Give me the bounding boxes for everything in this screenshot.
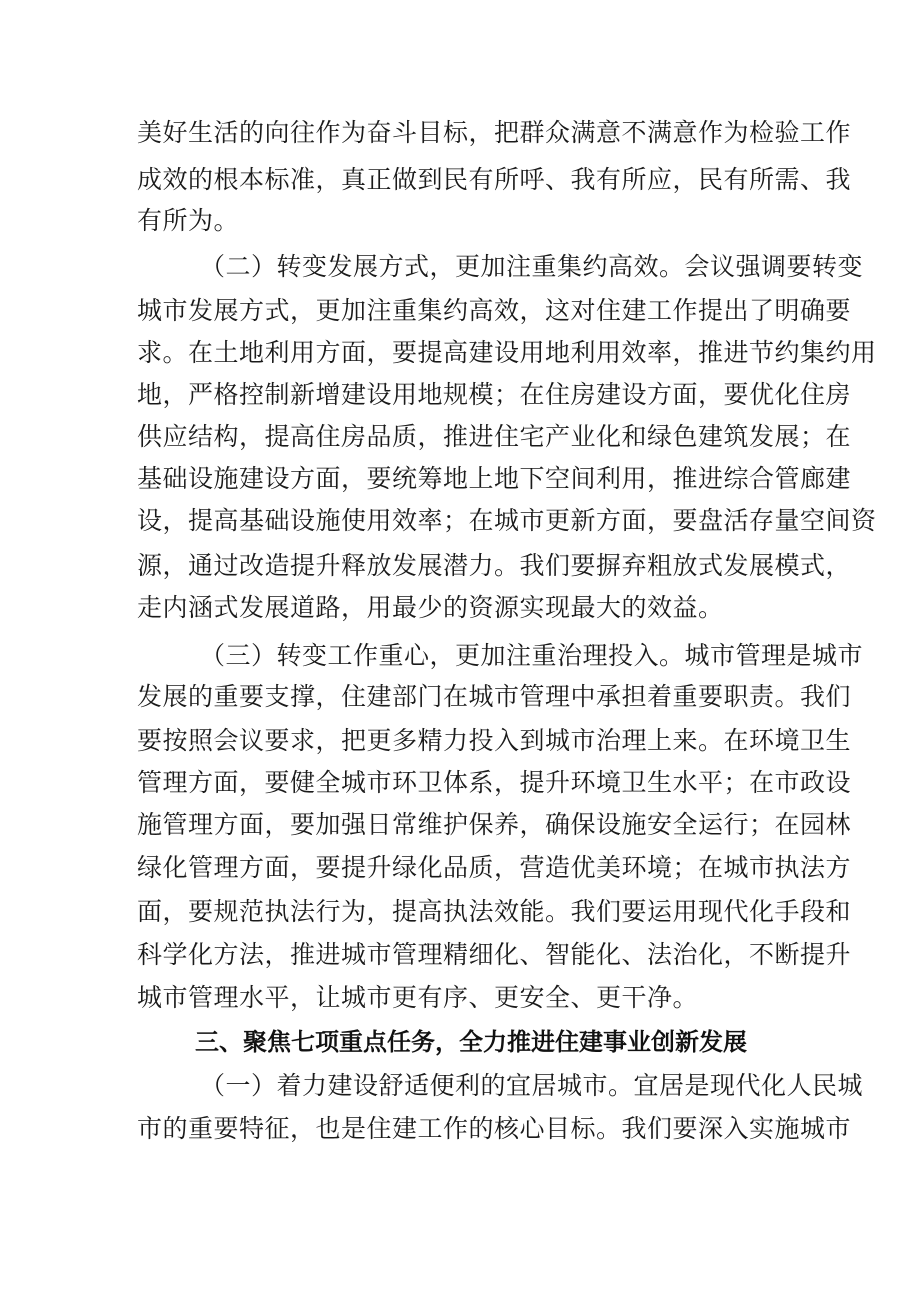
paragraph-line: 成效的根本标准，真正做到民有所呼、我有所应，民有所需、我 <box>137 165 852 194</box>
paragraph-line: （二）转变发展方式，更加注重集约高效。会议强调要转变 <box>200 252 864 281</box>
paragraph-line: 市的重要特征，也是住建工作的核心目标。我们要深入实施城市 <box>137 1114 852 1143</box>
paragraph-line: 发展的重要支撑，住建部门在城市管理中承担着重要职责。我们 <box>137 682 852 711</box>
paragraph-line: （三）转变工作重心，更加注重治理投入。城市管理是城市 <box>200 641 864 670</box>
paragraph-line: 城市管理水平，让城市更有序、更安全、更干净。 <box>137 983 699 1012</box>
paragraph-line: 科学化方法，推进城市管理精细化、智能化、法治化，不断提升 <box>137 940 852 969</box>
paragraph-line: 有所为。 <box>137 206 240 235</box>
paragraph-line: 设，提高基础设施使用效率；在城市更新方面，要盘活存量空间资 <box>137 506 877 535</box>
paragraph-line: 基础设施建设方面，要统筹地上地下空间利用，推进综合管廊建 <box>137 464 852 493</box>
section-heading: 三、聚焦七项重点任务，全力推进住建事业创新发展 <box>195 1028 747 1056</box>
paragraph-line: （一）着力建设舒适便利的宜居城市。宜居是现代化人民城 <box>200 1071 864 1100</box>
paragraph-line: 管理方面，要健全城市环卫体系，提升环境卫生水平；在市政设 <box>137 768 852 797</box>
paragraph-line: 城市发展方式，更加注重集约高效，这对住建工作提出了明确要 <box>137 296 852 325</box>
paragraph-line: 地，严格控制新增建设用地规模；在住房建设方面，要优化住房 <box>137 380 852 409</box>
paragraph-line: 施管理方面，要加强日常维护保养，确保设施安全运行；在园林 <box>137 810 852 839</box>
paragraph-line: 要按照会议要求，把更多精力投入到城市治理上来。在环境卫生 <box>137 726 852 755</box>
paragraph-line: 绿化管理方面，要提升绿化品质，营造优美环境；在城市执法方 <box>137 853 852 882</box>
paragraph-line: 供应结构，提高住房品质，推进住宅产业化和绿色建筑发展；在 <box>137 422 852 451</box>
paragraph-line: 走内涵式发展道路，用最少的资源实现最大的效益。 <box>137 593 724 622</box>
paragraph-line: 美好生活的向往作为奋斗目标，把群众满意不满意作为检验工作 <box>137 118 852 147</box>
paragraph-line: 求。在土地利用方面，要提高建设用地利用效率，推进节约集约用 <box>137 338 877 367</box>
paragraph-line: 源，通过改造提升释放发展潜力。我们要摒弃粗放式发展模式， <box>137 551 852 580</box>
paragraph-line: 面，要规范执法行为，提高执法效能。我们要运用现代化手段和 <box>137 897 852 926</box>
